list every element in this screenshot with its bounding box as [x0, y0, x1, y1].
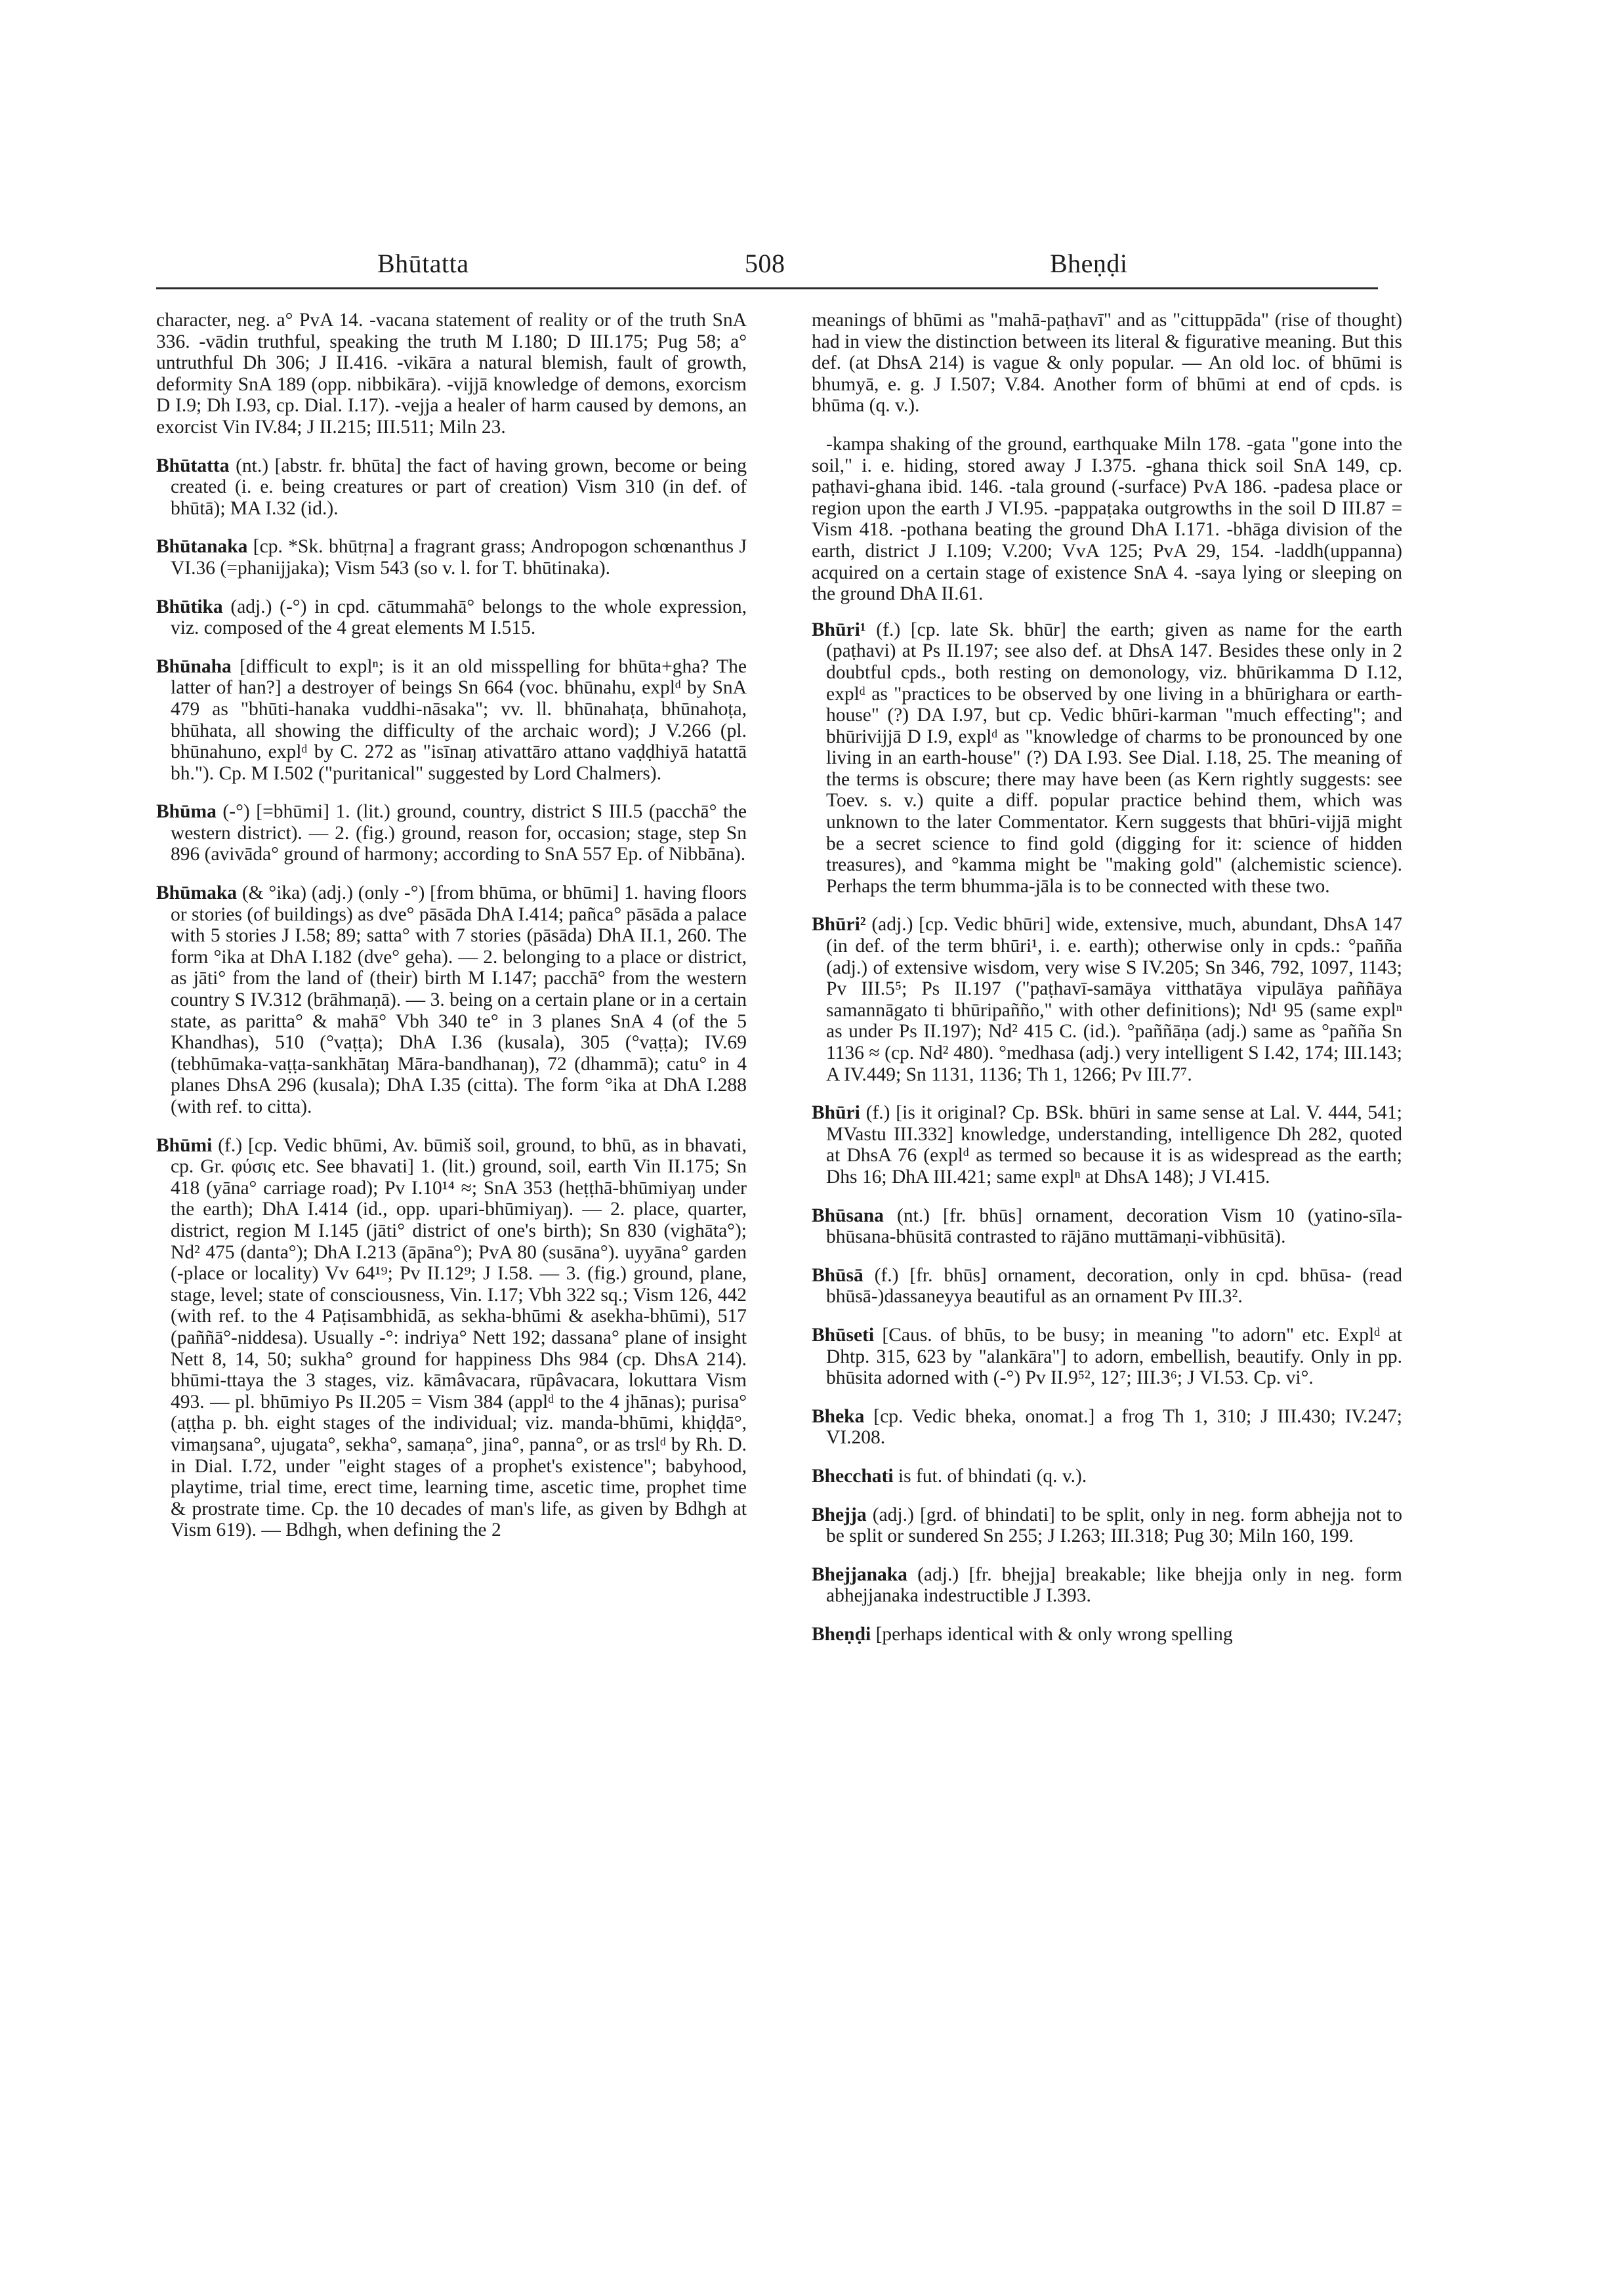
entry-headword: Bhūtanaka: [156, 536, 248, 558]
entry-text: (adj.) [grd. of bhindati] to be split, only in neg. form abhejja not to be split or sundered Sn 255; J I.263; III.318; Pug 30; Miln 160, 199.: [826, 1504, 1402, 1547]
entry-headword: Bhūtatta: [156, 455, 230, 476]
entry-headword: Bheṇḍi: [812, 1623, 871, 1645]
entry-text: (-°) [=bhūmi] 1. (lit.) ground, country, district S III.5 (pacchā° the western district). — 2. (fig.) ground, reason for, occasion; stage, step Sn 896 (avivāda° ground of harmony; according to SnA 557 Ep. of Nibbāna).: [171, 801, 747, 865]
running-head-left: Bhūtatta: [377, 249, 469, 278]
dictionary-entry: [812, 310, 1402, 417]
entry-headword: Bhūnaha: [156, 655, 232, 677]
entry-text: [Caus. of bhūs, to be busy; in meaning "to adorn" etc. Explᵈ at Dhtp. 315, 623 by "alankāra"] to adorn, embellish, beautify. Only in pp. bhūsita adorned with (-°) Pv II.9⁵², 12⁷; III.3⁶; J VI.53. Cp. vi°.: [826, 1324, 1402, 1389]
entry-headword: Bheka: [812, 1405, 865, 1427]
entry-text: [cp. *Sk. bhūtṛna] a fragrant grass; Andropogon schœnanthus J VI.36 (=phanijjaka); Vism 543 (so v. l. for T. bhūtinaka).: [171, 536, 747, 579]
entry-text: character, neg. a° PvA 14. -vacana statement of reality or of the truth SnA 336. -vādin truthful, speaking the truth M I.180; D III.175; Pug 58; a° untruthful Dh 306; J II.416. -vikāra a natural blemish, fault of growth, deformity SnA 189 (opp. nibbikāra). -vijjā knowledge of demons, exorcism D I.9; Dh I.93, cp. Dial. I.17). -vejja a healer of harm caused by demons, an exorcist Vin IV.84; J II.215; III.511; Miln 23.: [156, 310, 747, 438]
dictionary-entry: [156, 656, 747, 785]
dictionary-entry: [156, 882, 747, 1118]
entry-headword: Bhūtika: [156, 596, 223, 617]
entry-text: [perhaps identical with & only wrong spelling: [871, 1623, 1233, 1645]
entry-text: meanings of bhūmi as "mahā-paṭhavī" and as "cittuppāda" (rise of thought) had in view the distinction between its literal & figurative meaning. But this def. (at DhsA 214) is vague & only popular. — An old loc. of bhūmi is bhumyā, e. g. J I.507; V.84. Another form of bhūmi at end of cpds. is bhūma (q. v.).: [812, 310, 1402, 417]
right-column: [812, 310, 1402, 1662]
entry-headword: Bhejjanaka: [812, 1563, 907, 1585]
dictionary-entry: [812, 1624, 1402, 1645]
entry-headword: Bhūmi: [156, 1134, 213, 1156]
entry-text: [cp. Vedic bheka, onomat.] a frog Th 1, 310; J III.430; IV.247; VI.208.: [826, 1405, 1402, 1449]
entry-text: (f.) [is it original? Cp. BSk. bhūri in same sense at Lal. V. 444, 541; MVastu III.332] knowledge, understanding, intelligence Dh 282, quoted at DhsA 76 (explᵈ as termed so because it is as widespread as the earth; Dhs 16; DhA III.421; same explⁿ at DhsA 148); J VI.415.: [826, 1102, 1402, 1188]
entry-text: -kampa shaking of the ground, earthquake Miln 178. -gata "gone into the soil," i. e. hiding, stored away J I.375. -ghana thick soil SnA 149, cp. paṭhavi-ghana ibid. 146. -tala ground (-surface) PvA 186. -padesa place or region upon the earth J VI.95. -pappaṭaka outgrowths in the soil D III.87 = Vism 418. -pothana beating the ground DhA I.171. -bhāga division of the earth, district J I.109; V.200; VvA 125; PvA 29, 154. -laddh(uppanna) acquired on a certain stage of existence SnA 4. -saya lying or sleeping on the ground DhA II.61.: [812, 433, 1402, 605]
dictionary-entry: [812, 914, 1402, 1085]
entry-headword: Bhūsana: [812, 1205, 884, 1226]
header-rule: [156, 287, 1378, 289]
entry-text: (adj.) [fr. bhejja] breakable; like bhejja only in neg. form abhejjanaka indestructible J I.393.: [826, 1563, 1402, 1607]
dictionary-entry: [156, 536, 747, 579]
page-number: 508: [745, 249, 785, 278]
dictionary-entry: [812, 1205, 1402, 1248]
dictionary-entry: [812, 1564, 1402, 1607]
dictionary-entry: [812, 1102, 1402, 1188]
entry-headword: Bhūri: [812, 1102, 860, 1124]
entry-text: (f.) [cp. late Sk. bhūr] the earth; given as name for the earth (paṭhavi) at Ps II.197; see also def. at DhsA 147. Besides these only in 2 doubtful cpds., both resting on demonology, viz. bhūrikamma D I.12, explᵈ as "practices to be observed by one living in a bhūrighara or earth-house" (?) DA I.97, but cp. Vedic bhūri-karman "much effecting"; and bhūrivijjā D I.9, explᵈ as "knowledge of charms to be pronounced by one living in an earth-house" (?) DA I.93. See Dial. I.18, 25. The meaning of the terms is obscure; there may have been (as Kern rightly suggests: see Toev. s. v.) quite a diff. popular practice behind them, which was unknown to the later Commentator. Kern suggests that bhūri-vijjā might be a secret science to find gold (digging for it: science of hidden treasures), and °kamma might be "making gold" (alchemistic science). Perhaps the term bhumma-jāla is to be connected with these two.: [826, 619, 1402, 897]
dictionary-entry: [156, 310, 747, 438]
dictionary-entry: [812, 434, 1402, 605]
dictionary-entry: [812, 1325, 1402, 1389]
entry-headword: Bhūsā: [812, 1264, 864, 1286]
dictionary-entry: [812, 619, 1402, 898]
dictionary-entry: [812, 1504, 1402, 1547]
entry-text: is fut. of bhindati (q. v.).: [893, 1465, 1087, 1487]
dictionary-entry: [812, 1406, 1402, 1449]
dictionary-entry: [156, 801, 747, 865]
entry-text: (nt.) [abstr. fr. bhūta] the fact of having grown, become or being created (i. e. being creatures or part of creation) Vism 310 (in def. of bhūtā); MA I.32 (id.).: [171, 455, 747, 519]
dictionary-entry: [156, 455, 747, 520]
running-head-right: Bheṇḍi: [1050, 249, 1128, 278]
left-column: [156, 310, 747, 1558]
entry-text: (adj.) [cp. Vedic bhūri] wide, extensive, much, abundant, DhsA 147 (in def. of the term bhūri¹, i. e. earth); otherwise only in cpds.: °pañña (adj.) of extensive wisdom, very wise S IV.205; Sn 346, 792, 1097, 1143; Pv III.5⁵; Ps II.197 ("paṭhavī-samāya vitthatāya vipulāya paññāya samannāgato ti bhūripañño," with other definitions); Nd¹ 95 (same explⁿ as under Ps II.197); Nd² 415 C. (id.). °paññāṇa (adj.) same as °pañña Sn 1136 ≈ (cp. Nd² 480). °medhasa (adj.) very intelligent S I.42, 174; III.143; A IV.449; Sn 1131, 1136; Th 1, 1266; Pv III.7⁷.: [826, 914, 1402, 1085]
entry-headword: Bhūri¹: [812, 619, 866, 640]
entry-headword: Bhejja: [812, 1504, 867, 1525]
entry-text: (adj.) (-°) in cpd. cātummahā° belongs to the whole expression, viz. composed of the 4 great elements M I.515.: [171, 596, 747, 639]
entry-text: (f.) [cp. Vedic bhūmi, Av. būmiš soil, ground, to bhū, as in bhavati, cp. Gr. φύσις etc. See bhavati] 1. (lit.) ground, soil, earth Vin II.175; Sn 418 (yāna° carriage road); Pv I.10¹⁴ ≈; SnA 353 (heṭṭhā-bhūmiyaŋ under the earth); DhA I.414 (id., opp. upari-bhūmiyaŋ). — 2. place, quarter, district, region M I.145 (jāti° district of one's birth); Sn 830 (vighāta°); Nd² 475 (danta°); DhA I.213 (āpāna°); PvA 80 (susāna°). uyyāna° garden (-place or locality) Vv 64¹⁹; Pv II.12⁹; J I.58. — 3. (fig.) ground, plane, stage, level; state of consciousness, Vin. I.17; Vbh 322 sq.; Vism 126, 442 (with ref. to the 4 Paṭisambhidā, as sekha-bhūmi & asekha-bhūmi), 517 (paññā°-niddesa). Usually -°: indriya° Nett 192; dassana° plane of insight Nett 8, 14, 50; sukha° ground for happiness Dhs 984 (cp. DhsA 214). bhūmi-ttaya the 3 stages, viz. kāmâvacara, rūpâvacara, lokuttara Vism 493. — pl. bhūmiyo Ps II.205 = Vism 384 (applᵈ to the 4 jhānas); purisa° (aṭṭha p. bh. eight stages of the individual; viz. manda-bhūmi, khiḍḍā°, vimaŋsana°, ujugata°, sekha°, samaṇa°, jina°, panna°, or as trslᵈ by Rh. D. in Dial. I.72, under "eight stages of a prophet's existence"; babyhood, playtime, trial time, erect time, learning time, ascetic time, prophet time & prostrate time. Cp. the 10 decades of man's life, as given by Bdhgh at Vism 619). — Bdhgh, when defining the 2: [171, 1134, 747, 1541]
dictionary-entry: [812, 1466, 1402, 1487]
entry-text: (nt.) [fr. bhūs] ornament, decoration Vism 10 (yatino-sīla-bhūsana-bhūsitā contrasted to rājāno muttāmaṇi-vibhūsitā).: [826, 1205, 1402, 1248]
dictionary-entry: [156, 596, 747, 639]
entry-text: (f.) [fr. bhūs] ornament, decoration, only in cpd. bhūsa- (read bhūsā-)dassaneyya beautiful as an ornament Pv III.3².: [826, 1264, 1402, 1308]
entry-headword: Bhūma: [156, 801, 217, 823]
dictionary-entry: [812, 1265, 1402, 1308]
entry-headword: Bhūri²: [812, 914, 866, 936]
entry-headword: Bhecchati: [812, 1465, 894, 1487]
entry-headword: Bhūmaka: [156, 882, 237, 904]
entry-headword: Bhūseti: [812, 1324, 875, 1346]
entry-text: (& °ika) (adj.) (only -°) [from bhūma, or bhūmi] 1. having floors or stories (of buildings) as dve° pāsāda DhA I.414; pañca° pāsāda a palace with 5 stories J I.58; 89; satta° with 7 stories (pāsāda) DhA II.1, 260. The form °ika at DhA I.182 (dve° geha). — 2. belonging to a place or district, as jāti° from the land of (their) birth M I.147; pacchā° from the western country S IV.312 (brāhmaṇā). — 3. being on a certain plane or in a certain state, as paritta° & mahā° Vbh 340 te° in 3 planes SnA 4 (of the 5 Khandhas), 510 (°vaṭṭa); DhA I.36 (kusala), 305 (°vaṭṭa); IV.69 (tebhūmaka-vaṭṭa-sankhātaŋ Māra-bandhanaŋ), 72 (dhammā); catu° in 4 planes DhsA 296 (kusala); DhA I.35 (citta). The form °ika at DhA I.288 (with ref. to citta).: [171, 882, 747, 1117]
dictionary-entry: [156, 1135, 747, 1541]
entry-text: [difficult to explⁿ; is it an old misspelling for bhūta+gha? The latter of han?] a destroyer of beings Sn 664 (voc. bhūnahu, explᵈ by SnA 479 as "bhūti-hanaka vuddhi-nāsaka"; vv. ll. bhūnahaṭa, bhūnahoṭa, bhūhata, all showing the difficulty of the archaic word); J V.266 (pl. bhūnahuno, explᵈ by C. 272 as "isīnaŋ ativattāro attano vaḍḍhiyā hatattā bh."). Cp. M I.502 ("puritanical" suggested by Lord Chalmers).: [171, 655, 747, 784]
